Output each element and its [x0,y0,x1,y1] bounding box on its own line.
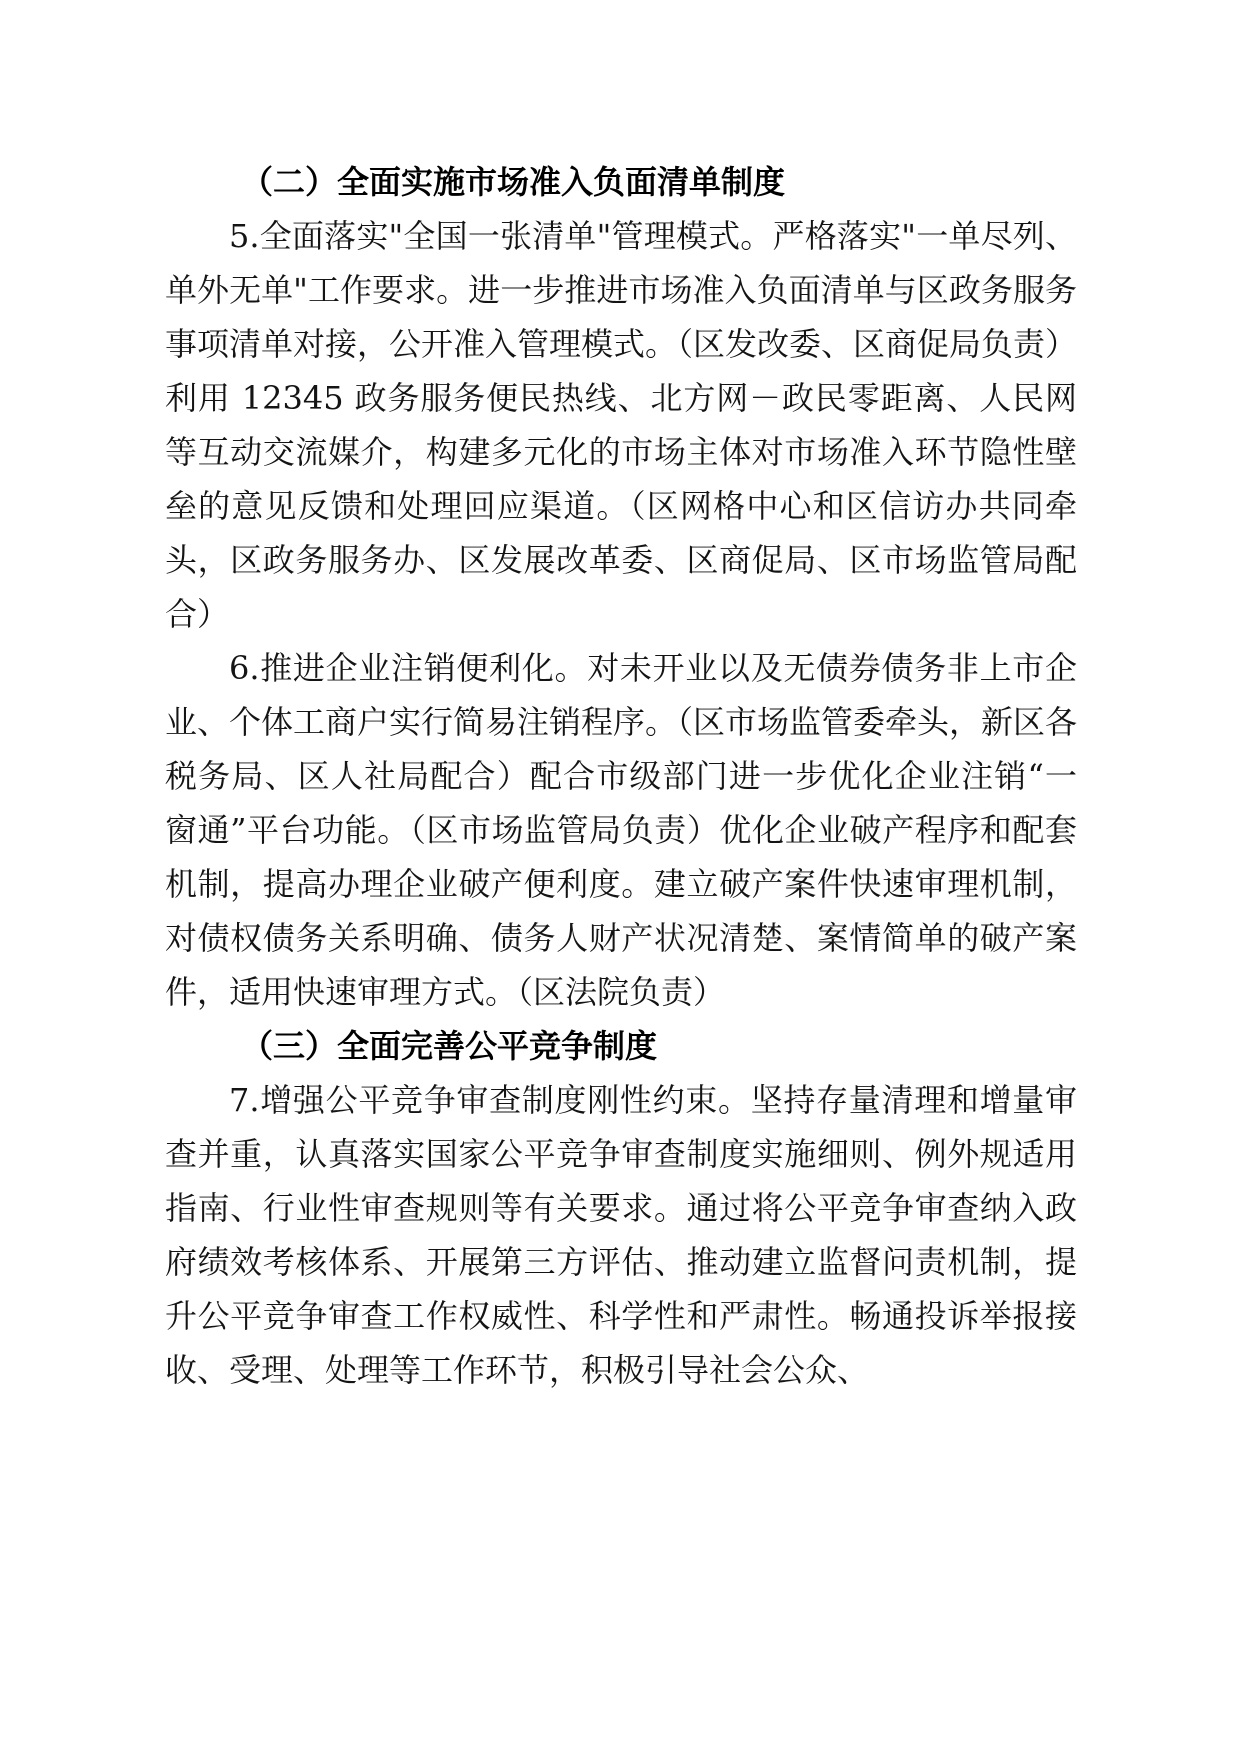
paragraph-item-7: 7.增强公平竞争审查制度刚性约束。坚持存量清理和增量审查并重，认真落实国家公平竞争审查制度实施细则、例外规适用指南、行业性审查规则等有关要求。通过将公平竞争审查纳入政府绩效考核体系、开展第三方评估、推动建立监督问责机制，提升公平竞争审查工作权威性、科学性和严肃性。畅通投诉举报接收、受理、处理等工作环节，积极引导社会公众、 [165,1081,1077,1389]
paragraph-item-5: 5.全面落实"全国一张清单"管理模式。严格落实"一单尽列、单外无单"工作要求。进一步推进市场准入负面清单与区政务服务事项清单对接，公开准入管理模式。（区发改委、区商促局负责）利用 12345 政务服务便民热线、北方网－政民零距离、人民网等互动交流媒介，构建多元化的市场主体对市场准入环节隐性壁垒的意见反馈和处理回应渠道。（区网格中心和区信访办共同牵头，区政务服务办、区发展改革委、区商促局、区市场监管局配合） [165,217,1078,633]
document-body [165,155,1077,1397]
paragraph-item-6: 6.推进企业注销便利化。对未开业以及无债券债务非上市企业、个体工商户实行简易注销程序。（区市场监管委牵头，新区各税务局、区人社局配合）配合市级部门进一步优化企业注销“一窗通”平台功能。（区市场监管局负责）优化企业破产程序和配套机制，提高办理企业破产便利度。建立破产案件快速审理机制，对债权债务关系明确、债务人财产状况清楚、案情简单的破产案件，适用快速审理方式。（区法院负责） [165,649,1078,1011]
section-heading-market-access: （二）全面实施市场准入负面清单制度 [241,163,786,201]
section-heading-fair-competition: （三）全面完善公平竞争制度 [241,1027,658,1065]
